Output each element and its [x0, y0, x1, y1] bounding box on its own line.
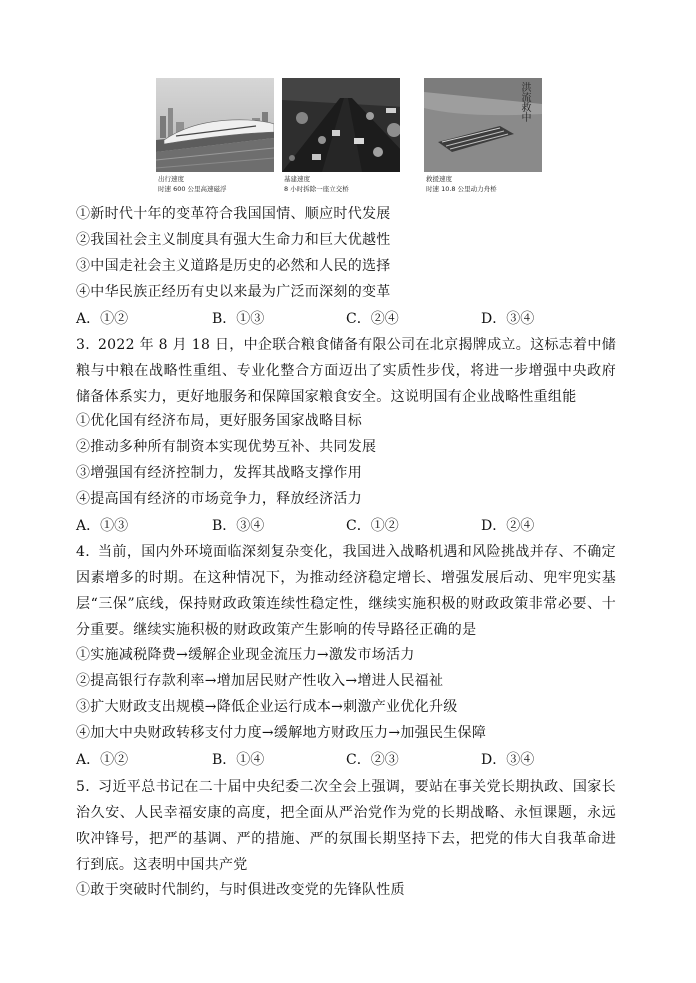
caption-title: 救援速度 [426, 175, 452, 183]
q5-stem-text: 习近平总书记在二十届中央纪委二次全会上强调，要站在事关党长期执政、国家长治久安、人民幸福安康的高度，把全面从严治党作为党的长期战略、永恒课题，永远吹冲锋号，把严的基调、严的措施、严的氛围长期坚持下去，把党的伟大自我革命进行到底。这表明中国共产党 [76, 779, 616, 873]
bridge-demolition-image [282, 78, 400, 172]
choice-b[interactable]: B．①④ [212, 752, 265, 768]
choice-d[interactable]: D．③④ [481, 311, 535, 327]
q4-option-2: ②提高银行存款利率→增加居民财产性收入→增进人民福祉 [76, 673, 444, 689]
q4-stem [76, 539, 616, 643]
choice-b[interactable]: B．③④ [212, 518, 265, 534]
q4-choices [76, 750, 616, 770]
choice-d[interactable]: D．②④ [481, 518, 535, 534]
choice-a[interactable]: A．①② [76, 311, 129, 327]
caption-text: 时速 10.8 公里动力舟桥 [426, 185, 497, 193]
photo-bridge-demolition [282, 78, 400, 198]
caption-title: 基建速度 [284, 175, 310, 183]
choice-c[interactable]: C．①② [346, 518, 399, 534]
choice-c[interactable]: C．②③ [346, 752, 399, 768]
q3-option-1: ①优化国有经济布局，更好服务国家战略目标 [76, 413, 362, 429]
q3-option-4: ④提高国有经济的市场竞争力，释放经济活力 [76, 491, 362, 507]
q3-stem-text: 2022 年 8 月 18 日，中企联合粮食储备有限公司在北京揭牌成立。这标志着中储粮与中粮在战略性重组、专业化整合方面迈出了实质性步伐，将进一步增强中央政府储备体系实力，更好地服务和保障国家粮食安全。这说明国有企业战略性重组能 [76, 337, 616, 405]
q2-option-4: ④中华民族正经历有史以来最为广泛而深刻的变革 [76, 284, 391, 300]
photo-maglev [156, 78, 274, 198]
q4-option-1: ①实施减税降费→缓解企业现金流压力→激发市场活力 [76, 647, 415, 663]
photo-bridge-demolition-caption [282, 174, 400, 194]
q4-number: 4. [76, 544, 90, 560]
caption-title: 出行速度 [158, 175, 184, 183]
photo-pontoon-bridge-caption [424, 174, 542, 194]
photo-pontoon-bridge [424, 78, 542, 198]
maglev-image [156, 78, 274, 172]
q4-stem-text: 当前，国内外环境面临深刻复杂变化，我国进入战略机遇和风险挑战并存、不确定因素增多的时期。在这种情况下，为推动经济稳定增长、增强发展后动、兜牢兜实基层“三保”底线，保持财政政策连续性稳定性，继续实施积极的财政政策非常必要、十分重要。继续实施积极的财政政策产生影响的传导路径正确的是 [76, 544, 616, 638]
q3-option-2: ②推动多种所有制资本实现优势互补、共同发展 [76, 439, 377, 455]
q5-number: 5. [76, 779, 90, 795]
choice-c[interactable]: C．②④ [346, 311, 399, 327]
q2-option-1: ①新时代十年的变革符合我国国情、顺应时代发展 [76, 206, 391, 222]
q4-option-4: ④加大中央财政转移支付力度→缓解地方财政压力→加强民生保障 [76, 725, 487, 741]
caption-text: 时速 600 公里高速磁浮 [158, 185, 227, 193]
q2-choices [76, 309, 616, 329]
q3-choices [76, 516, 616, 536]
choice-d[interactable]: D．③④ [481, 752, 535, 768]
calligraphy-stamp: 洪流救中 [519, 82, 530, 122]
figure-row [156, 78, 542, 198]
caption-text: 8 小时拆除一座立交桥 [284, 185, 349, 193]
choice-b[interactable]: B．①③ [212, 311, 265, 327]
q2-option-2: ②我国社会主义制度具有强大生命力和巨大优越性 [76, 232, 391, 248]
q2-option-3: ③中国走社会主义道路是历史的必然和人民的选择 [76, 258, 391, 274]
q3-option-3: ③增强国有经济控制力，发挥其战略支撑作用 [76, 465, 362, 481]
q3-stem [76, 332, 616, 410]
choice-a[interactable]: A．①② [76, 752, 129, 768]
choice-a[interactable]: A．①③ [76, 518, 129, 534]
photo-maglev-caption [156, 174, 274, 194]
q5-option-1: ①敢于突破时代制约，与时俱进改变党的先锋队性质 [76, 882, 405, 898]
q4-option-3: ③扩大财政支出规模→降低企业运行成本→刺激产业优化升级 [76, 699, 458, 715]
q5-stem [76, 774, 616, 878]
q3-number: 3. [76, 337, 90, 353]
